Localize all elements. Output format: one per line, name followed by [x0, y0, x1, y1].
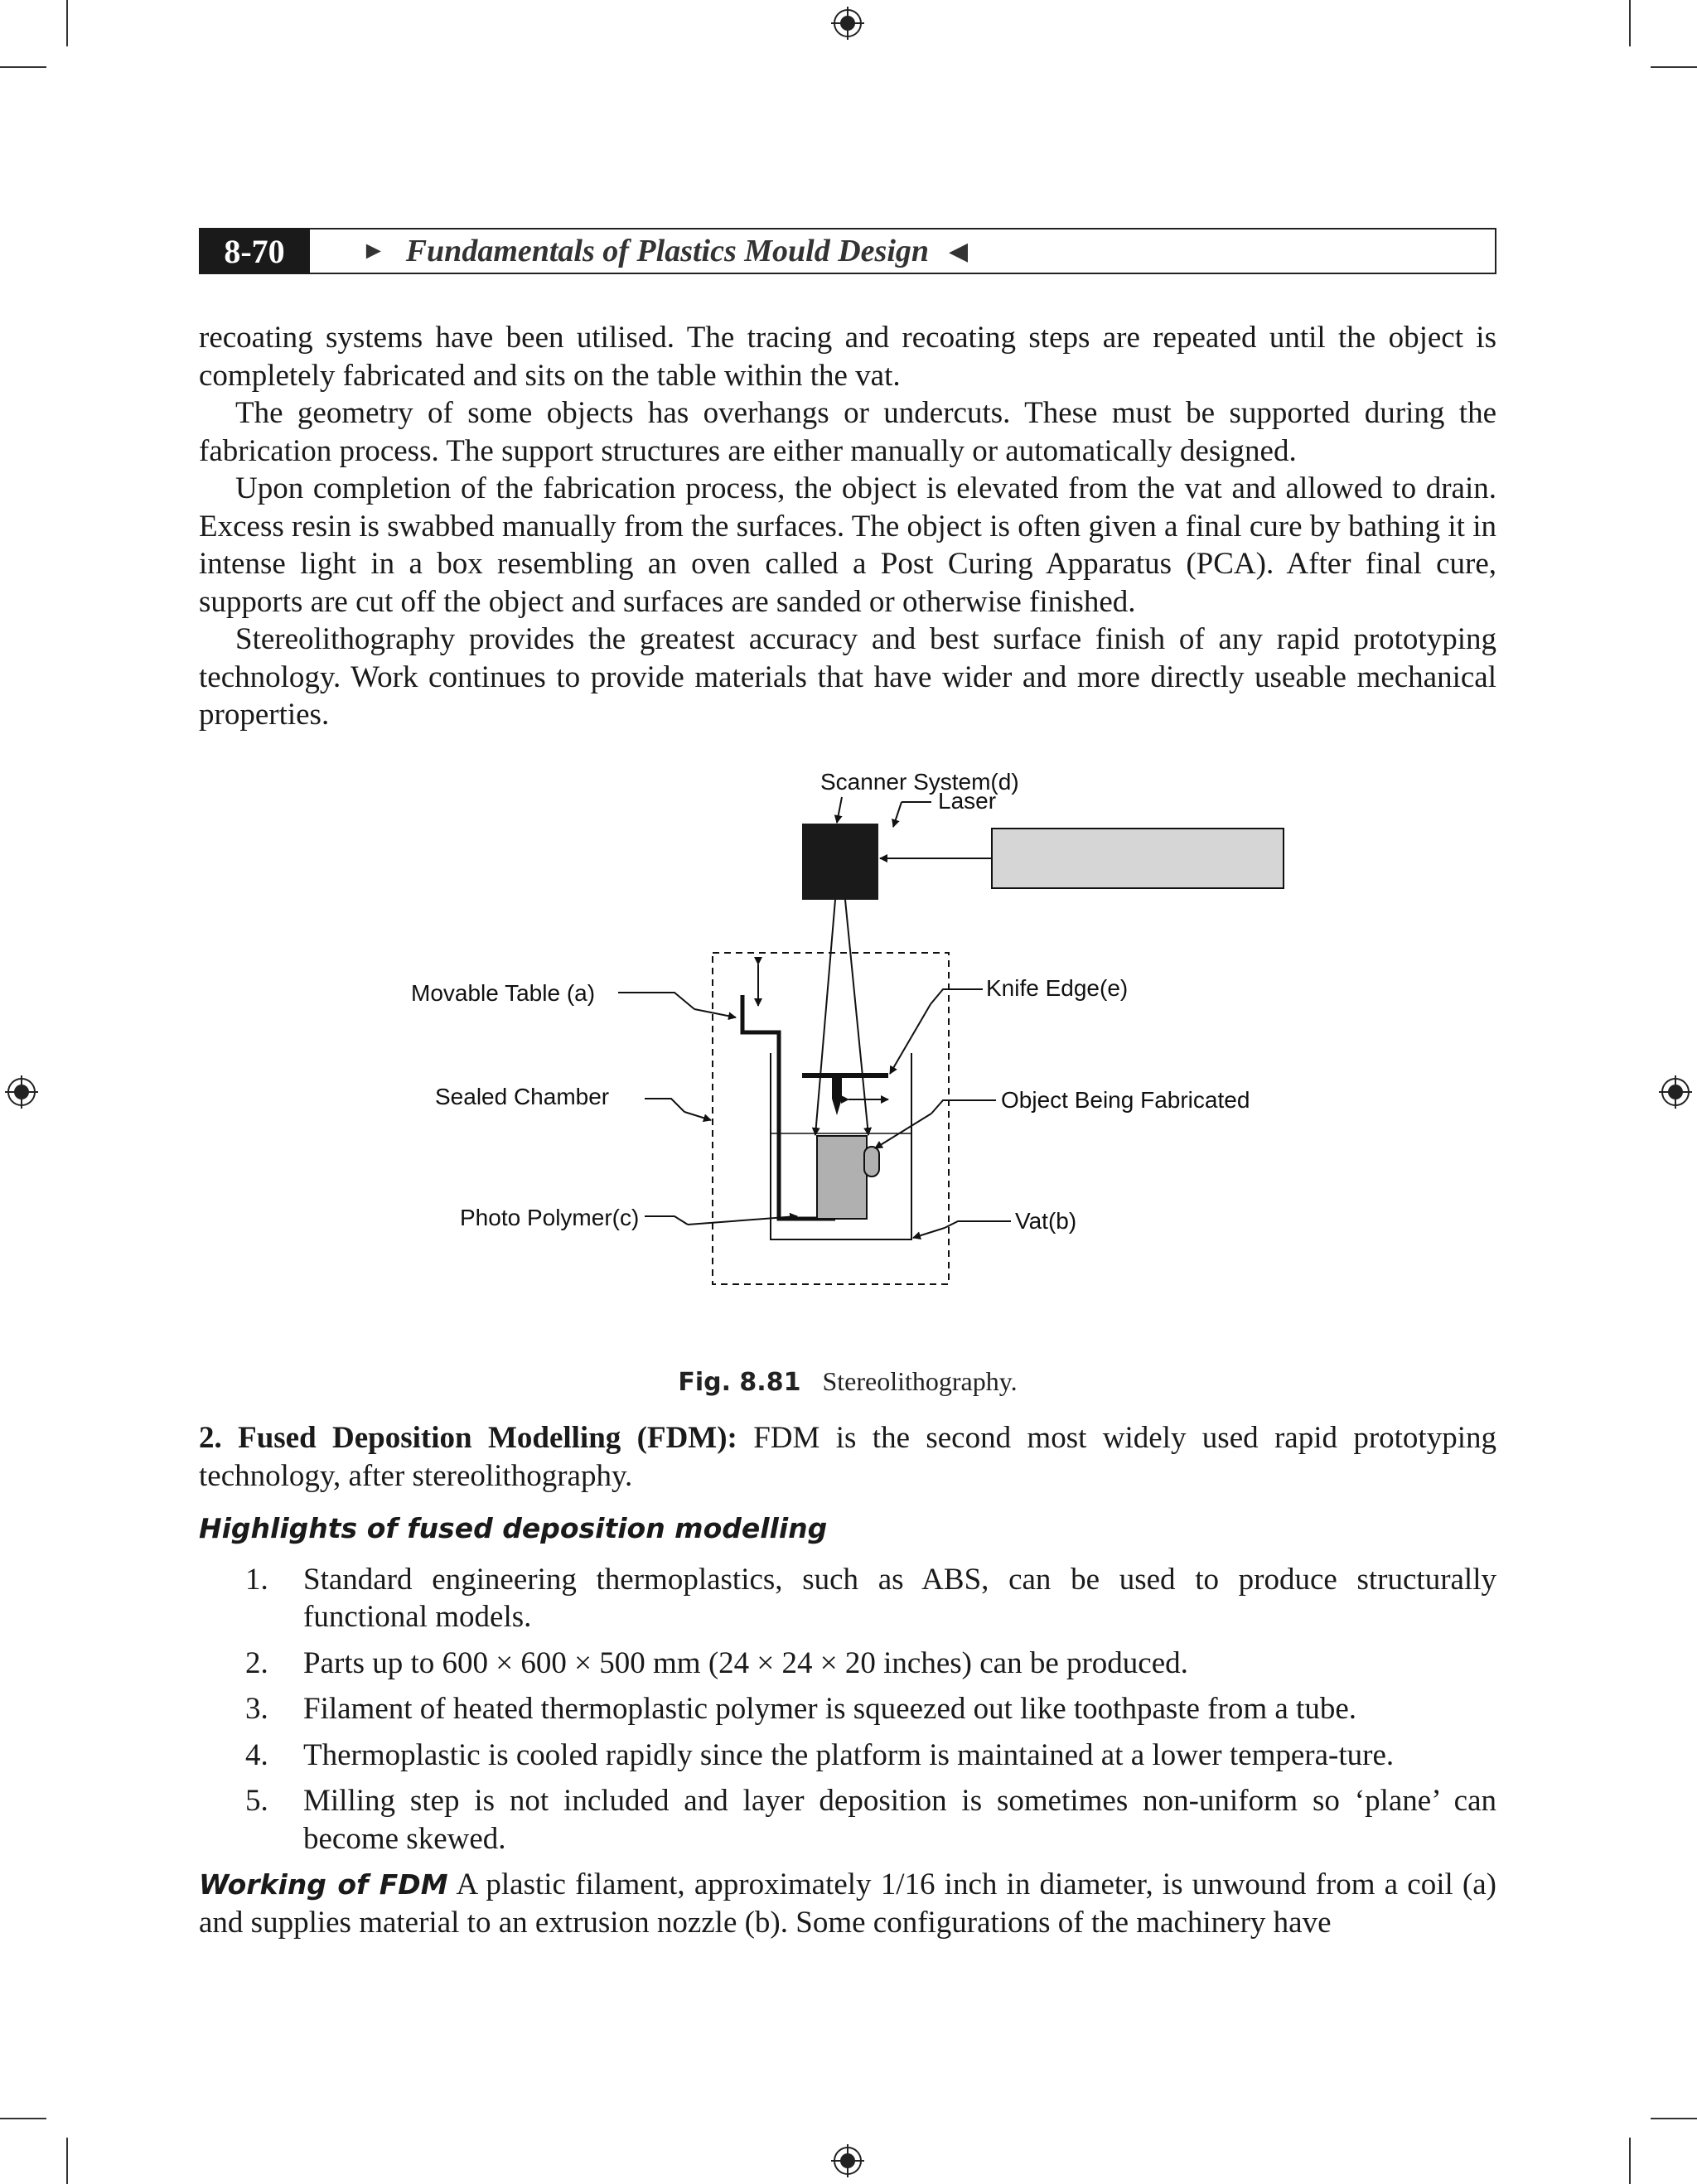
list-text: Filament of heated thermoplastic polymer is squeezed out like toothpaste from a tube.: [303, 1692, 1357, 1726]
scanner-label: Scanner System(d): [820, 768, 1019, 795]
list-number: 3.: [245, 1692, 268, 1726]
laser-box: [992, 829, 1284, 888]
fdm-heading: 2. Fused Deposition Modelling (FDM):: [199, 1421, 737, 1455]
working-label: Working of FDM: [199, 1868, 448, 1901]
fdm-intro: FDM is the second most widely used rapid prototyping technology, after stereolithography.: [199, 1421, 1496, 1493]
list-item: [199, 1690, 1496, 1728]
knife-edge-leader-arrow: [890, 1004, 931, 1074]
registration-mark-icon: [5, 1075, 38, 1109]
fabricated-object: [817, 1136, 867, 1219]
scanner-box: [802, 824, 878, 900]
list-item: [199, 1645, 1496, 1683]
stereolithography-diagram: [199, 742, 1496, 1360]
crop-mark: [1629, 0, 1631, 46]
running-title-bar: [341, 230, 988, 273]
sealed-chamber-leader: [645, 1099, 684, 1112]
figure-title: Stereolithography.: [822, 1365, 1018, 1396]
crop-mark: [66, 2138, 68, 2184]
knife-edge-label: Knife Edge(e): [986, 974, 1129, 1001]
object-label: Object Being Fabricated: [1001, 1086, 1250, 1113]
triangle-right-icon: ►: [361, 237, 386, 264]
registration-mark-icon: [831, 2144, 864, 2177]
crop-mark: [0, 2118, 46, 2119]
figure-caption: [199, 1363, 1496, 1402]
list-item: [199, 1561, 1496, 1636]
vat-leader-arrow: [913, 1228, 945, 1238]
registration-mark-icon: [1659, 1075, 1692, 1109]
list-text: Thermoplastic is cooled rapidly since the platform is maintained at a lower tempera-ture.: [303, 1737, 1395, 1772]
object-leader-arrow: [875, 1114, 931, 1148]
highlights-heading: Highlights of fused deposition modelling: [199, 1512, 828, 1544]
scanner-leader: [837, 797, 842, 823]
beam-left: [815, 900, 835, 1135]
paragraph: recoating systems have been utilised. The tracing and recoating steps are repeated until the object is completely fabricated and sits on the table within the vat.: [199, 321, 1496, 393]
photo-polymer-leader: [645, 1216, 688, 1225]
fdm-paragraph: [199, 1419, 1496, 1495]
list-item: [199, 1782, 1496, 1858]
vat-leader: [945, 1221, 1011, 1228]
crop-mark: [1651, 66, 1697, 68]
paragraph: Stereolithography provides the greatest accuracy and best surface finish of any rapid prototyping technology. Work continues to provide materials that have wider and more directly useable mechanical properties.: [199, 622, 1496, 732]
list-number: 1.: [245, 1562, 268, 1597]
sealed-chamber-label: Sealed Chamber: [435, 1083, 610, 1109]
laser-leader-arrow: [893, 802, 902, 827]
list-item: [199, 1737, 1496, 1775]
list-number: 5.: [245, 1784, 268, 1818]
running-title: Fundamentals of Plastics Mould Design: [405, 234, 930, 268]
object-overhang: [864, 1147, 879, 1177]
vat-label: Vat(b): [1015, 1207, 1077, 1234]
page-content: [199, 319, 1496, 1941]
list-text: Milling step is not included and layer deposition is sometimes non-uniform so ‘plane’ can become skewed.: [303, 1784, 1496, 1856]
page-number: 8-70: [199, 228, 310, 274]
list-text: Standard engineering thermoplastics, such as ABS, can be used to produce structurally functional models.: [303, 1562, 1496, 1634]
registration-mark-icon: [831, 7, 864, 40]
list-number: 4.: [245, 1737, 268, 1772]
photo-polymer-label: Photo Polymer(c): [460, 1204, 640, 1230]
movable-table-label: Movable Table (a): [411, 979, 596, 1006]
sealed-chamber: [713, 953, 949, 1284]
crop-mark: [1629, 2138, 1631, 2184]
paragraph: The geometry of some objects has overhangs or undercuts. These must be supported during the fabrication process. The support structures are either manually or automatically designed.: [199, 396, 1496, 468]
running-header: [199, 228, 1496, 274]
list-number: 2.: [245, 1645, 268, 1680]
triangle-left-icon: ◀: [949, 237, 969, 265]
laser-label: Laser: [938, 787, 997, 814]
figure-number: Fig. 8.81: [678, 1367, 801, 1397]
movable-table-leader: [618, 993, 694, 1009]
list-text: Parts up to 600 × 600 × 500 mm (24 × 24 × 20 inches) can be produced.: [303, 1645, 1188, 1680]
crop-mark: [66, 0, 68, 46]
movable-table-leader-arrow: [694, 1009, 736, 1017]
paragraph: Upon completion of the fabrication process, the object is elevated from the vat and allowed to drain. Excess resin is swabbed manually from the surfaces. The object is often given a final cure by bathing it in intense light in a box resembling an oven called a Post Curing Apparatus (PCA). After final cure, supports are cut off the object and surfaces are sanded or otherwise finished.: [199, 471, 1496, 619]
highlights-list: [199, 1561, 1496, 1858]
knife-edge-leader: [931, 989, 983, 1004]
working-paragraph: [199, 1866, 1496, 1941]
working-text: A plastic filament, approximately 1/16 inch in diameter, is unwound from a coil (a) and supplies material to an extrusion nozzle (b). Some configurations of the machinery have: [199, 1868, 1496, 1940]
object-leader: [931, 1100, 996, 1114]
stereolithography-figure: [199, 742, 1496, 1360]
crop-mark: [1651, 2118, 1697, 2119]
knife-blade: [832, 1075, 842, 1115]
crop-mark: [0, 66, 46, 68]
sealed-chamber-leader-arrow: [684, 1112, 711, 1120]
